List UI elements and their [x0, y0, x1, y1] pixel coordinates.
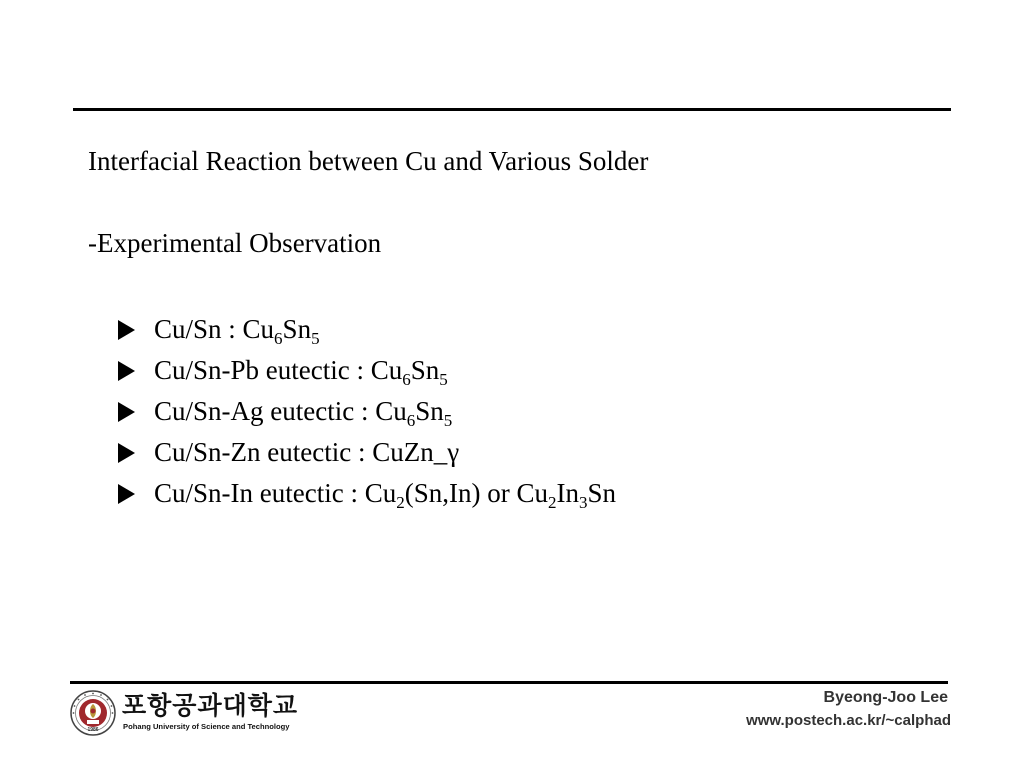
- university-logo: [70, 690, 330, 742]
- bullet-text-segment: Sn: [410, 355, 440, 385]
- bullet-item: [118, 350, 616, 391]
- website-link[interactable]: www.postech.ac.kr/~calphad: [746, 712, 951, 729]
- subscript: 6: [406, 411, 416, 430]
- bullet-list: [118, 309, 616, 514]
- subscript: 5: [311, 329, 320, 348]
- bullet-item: [118, 473, 616, 514]
- bullet-text-segment: Cu/Sn-Ag eutectic : Cu: [154, 396, 407, 426]
- author-name: Byeong-Joo Lee: [823, 689, 948, 706]
- bullet-text-segment: In: [556, 478, 579, 508]
- logo-english-text: Pohang University of Science and Technology: [123, 722, 290, 731]
- bullet-text-segment: Cu/Sn-Zn eutectic : CuZn_γ: [154, 437, 460, 467]
- top-divider: [73, 108, 951, 111]
- subscript: 3: [578, 493, 588, 512]
- bullet-text-segment: Sn: [415, 396, 444, 426]
- subscript: 2: [547, 493, 557, 512]
- subscript: 6: [274, 329, 283, 348]
- logo-korean-text: 포항공과대학교: [122, 691, 299, 720]
- bullet-text-segment: Cu/Sn-In eutectic : Cu: [154, 478, 397, 508]
- subscript: 6: [402, 370, 411, 389]
- right-triangle-icon: [118, 443, 135, 463]
- bullet-text: [154, 309, 320, 350]
- bullet-text-segment: Cu/Sn-Pb eutectic : Cu: [154, 355, 403, 385]
- bullet-text-segment: Sn: [282, 314, 312, 344]
- subscript: 5: [439, 370, 448, 389]
- bullet-item: [118, 309, 616, 350]
- bottom-divider: [70, 681, 948, 684]
- bullet-text: [154, 391, 452, 432]
- seal-year: 1986: [87, 727, 99, 733]
- bullet-item: [118, 391, 616, 432]
- right-triangle-icon: [118, 320, 135, 340]
- bullet-text-segment: Sn: [587, 478, 616, 508]
- right-triangle-icon: [118, 484, 135, 504]
- bullet-text-segment: (Sn,In) or Cu: [404, 478, 548, 508]
- subscript: 5: [443, 411, 453, 430]
- slide-title: Interfacial Reaction between Cu and Various Solder: [88, 146, 649, 176]
- postech-seal-icon: [70, 690, 116, 736]
- bullet-text: [154, 432, 459, 473]
- subscript: 2: [396, 493, 405, 512]
- bullet-text-segment: Cu/Sn : Cu: [154, 314, 275, 344]
- slide-subtitle: -Experimental Observation: [88, 228, 382, 258]
- bullet-text: [154, 350, 448, 391]
- bullet-text: [154, 473, 616, 514]
- right-triangle-icon: [118, 361, 135, 381]
- bullet-item: [118, 432, 616, 473]
- right-triangle-icon: [118, 402, 135, 422]
